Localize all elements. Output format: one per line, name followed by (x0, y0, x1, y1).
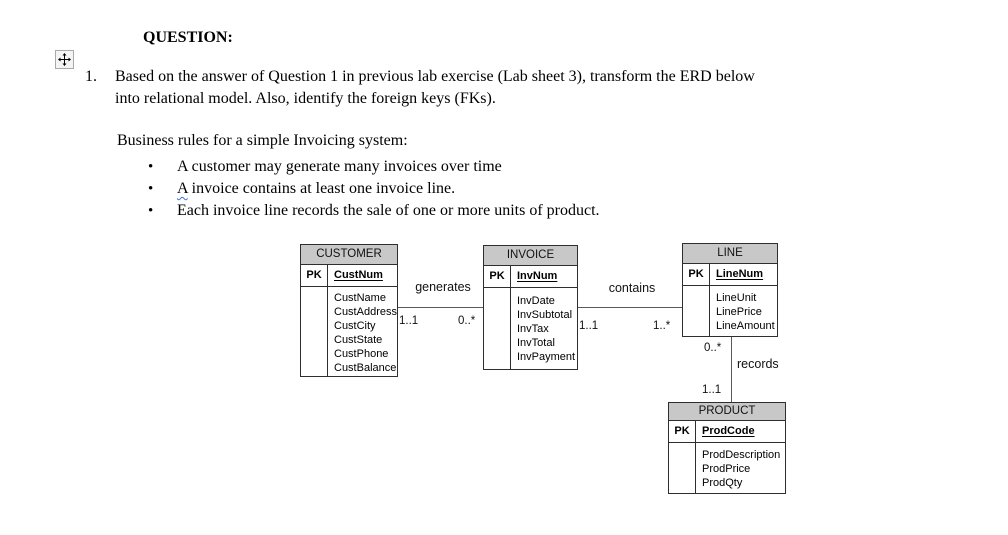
connector-customer-invoice (398, 307, 483, 308)
attribute-list (710, 286, 775, 336)
attribute: InvTax (517, 323, 549, 335)
entity-title: PRODUCT (669, 403, 785, 421)
question-text-line1: Based on the answer of Question 1 in previous lab exercise (Lab sheet 3), transform the ERD below (115, 68, 755, 85)
bullet-marker: • (148, 159, 154, 175)
entity-attributes-row (669, 443, 785, 493)
connector-line-product (731, 337, 732, 402)
erd-entity-invoice (483, 245, 578, 370)
attribute: CustState (334, 334, 383, 346)
attribute: LineUnit (716, 292, 757, 304)
attribute: CustName (334, 292, 386, 304)
relationship-label-generates: generates (415, 280, 471, 294)
pk-attribute: CustNum (334, 269, 383, 281)
attribute: LineAmount (716, 320, 775, 332)
connector-invoice-line (578, 307, 682, 308)
relationship-label-records: records (737, 357, 779, 371)
pk-attribute: InvNum (517, 270, 558, 282)
pk-column-spacer (683, 286, 710, 336)
attribute: CustBalance (334, 362, 397, 374)
entity-title: CUSTOMER (301, 245, 397, 265)
attribute: CustPhone (334, 348, 389, 360)
relationship-label-contains: contains (608, 281, 656, 295)
pk-attribute: ProdCode (702, 425, 755, 437)
question-heading: QUESTION: (143, 29, 233, 46)
cardinality-customer-side: 1..1 (399, 315, 419, 327)
attribute: InvDate (517, 295, 555, 307)
attribute: InvSubtotal (517, 309, 573, 321)
erd-entity-customer (300, 244, 398, 377)
pk-column-spacer (301, 287, 328, 376)
entity-title: LINE (683, 244, 777, 264)
pk-label: PK (683, 264, 710, 285)
pk-label: PK (669, 421, 696, 442)
move-icon (58, 53, 71, 66)
entity-pk-row (301, 265, 397, 287)
erd-entity-line (682, 243, 778, 337)
attribute-list (328, 287, 397, 376)
bullet-text: Each invoice line records the sale of one or more units of product. (177, 202, 600, 219)
entity-title: INVOICE (484, 246, 577, 266)
cardinality-line-side: 1..* (653, 320, 671, 332)
cardinality-invoice-side: 0..* (458, 315, 476, 327)
question-text-line2: into relational model. Also, identify the foreign keys (FKs). (115, 90, 496, 107)
pk-label: PK (484, 266, 511, 287)
attribute-list (511, 288, 575, 369)
attribute: ProdPrice (702, 463, 751, 475)
entity-pk-row (683, 264, 777, 286)
entity-pk-row (669, 421, 785, 443)
erd-entity-product (668, 402, 786, 494)
business-rules-intro: Business rules for a simple Invoicing system: (117, 132, 408, 149)
entity-attributes-row (301, 287, 397, 376)
list-item-number: 1. (85, 68, 97, 85)
attribute: ProdQty (702, 477, 743, 489)
pk-attribute: LineNum (716, 268, 764, 280)
bullet-marker: • (148, 181, 154, 197)
bullet-text (177, 178, 455, 200)
attribute: CustAddress (334, 306, 397, 318)
bullet-text: A customer may generate many invoices over time (177, 158, 502, 175)
bullet-item-2 (148, 178, 455, 200)
entity-attributes-row (683, 286, 777, 336)
bullet-marker: • (148, 203, 154, 219)
grammar-flagged-word: A (177, 180, 188, 197)
entity-attributes-row (484, 288, 577, 369)
entity-pk-row (484, 266, 577, 288)
bullet-text-rest: invoice contains at least one invoice line. (187, 180, 456, 197)
bullet-item-1 (148, 156, 502, 178)
attribute-list (696, 443, 780, 493)
pk-label: PK (301, 265, 328, 286)
attribute: LinePrice (716, 306, 762, 318)
attribute: InvTotal (517, 337, 555, 349)
pk-column-spacer (484, 288, 511, 369)
cardinality-invoice-side: 1..1 (579, 320, 599, 332)
attribute: CustCity (334, 320, 376, 332)
attribute: InvPayment (517, 351, 576, 363)
table-move-handle[interactable] (55, 50, 74, 69)
bullet-item-3 (148, 200, 600, 222)
pk-column-spacer (669, 443, 696, 493)
cardinality-product-side: 1..1 (702, 384, 722, 396)
attribute: ProdDescription (702, 449, 781, 461)
cardinality-line-side: 0..* (704, 342, 722, 354)
